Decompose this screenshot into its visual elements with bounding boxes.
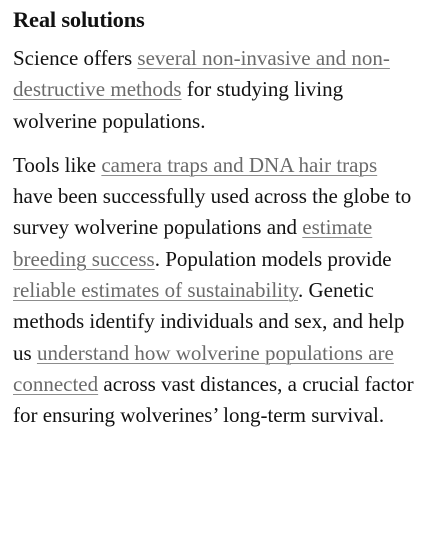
paragraph-methods: [13, 43, 417, 137]
link-non-invasive-methods[interactable]: several non-invasive and non-destructive methods: [13, 46, 390, 102]
link-sustainability-estimates[interactable]: reliable estimates of sustainability: [13, 278, 298, 303]
section-heading: Real solutions: [13, 7, 145, 32]
article-section: [13, 6, 417, 432]
paragraph-text: have been successfully used across the globe to survey wolverine populations and: [13, 184, 412, 240]
link-populations-connected[interactable]: understand how wolverine populations are connected: [13, 340, 394, 396]
paragraph-text: . Population models provide: [154, 246, 392, 271]
link-estimate-breeding-success[interactable]: estimate breeding success: [13, 215, 373, 271]
paragraph-text: Science offers: [13, 46, 138, 70]
paragraph-text: Tools like: [13, 152, 102, 177]
paragraph-text: . Genetic methods identify individuals and sex, and help us: [13, 278, 405, 365]
paragraph-text: across vast distances, a crucial factor for ensuring wolverines’ long-term survival.: [13, 371, 414, 428]
paragraph-text: for studying living wolverine populations.: [13, 77, 344, 133]
paragraph-tools: [13, 150, 417, 432]
link-camera-dna-traps[interactable]: camera traps and DNA hair traps: [101, 152, 378, 177]
